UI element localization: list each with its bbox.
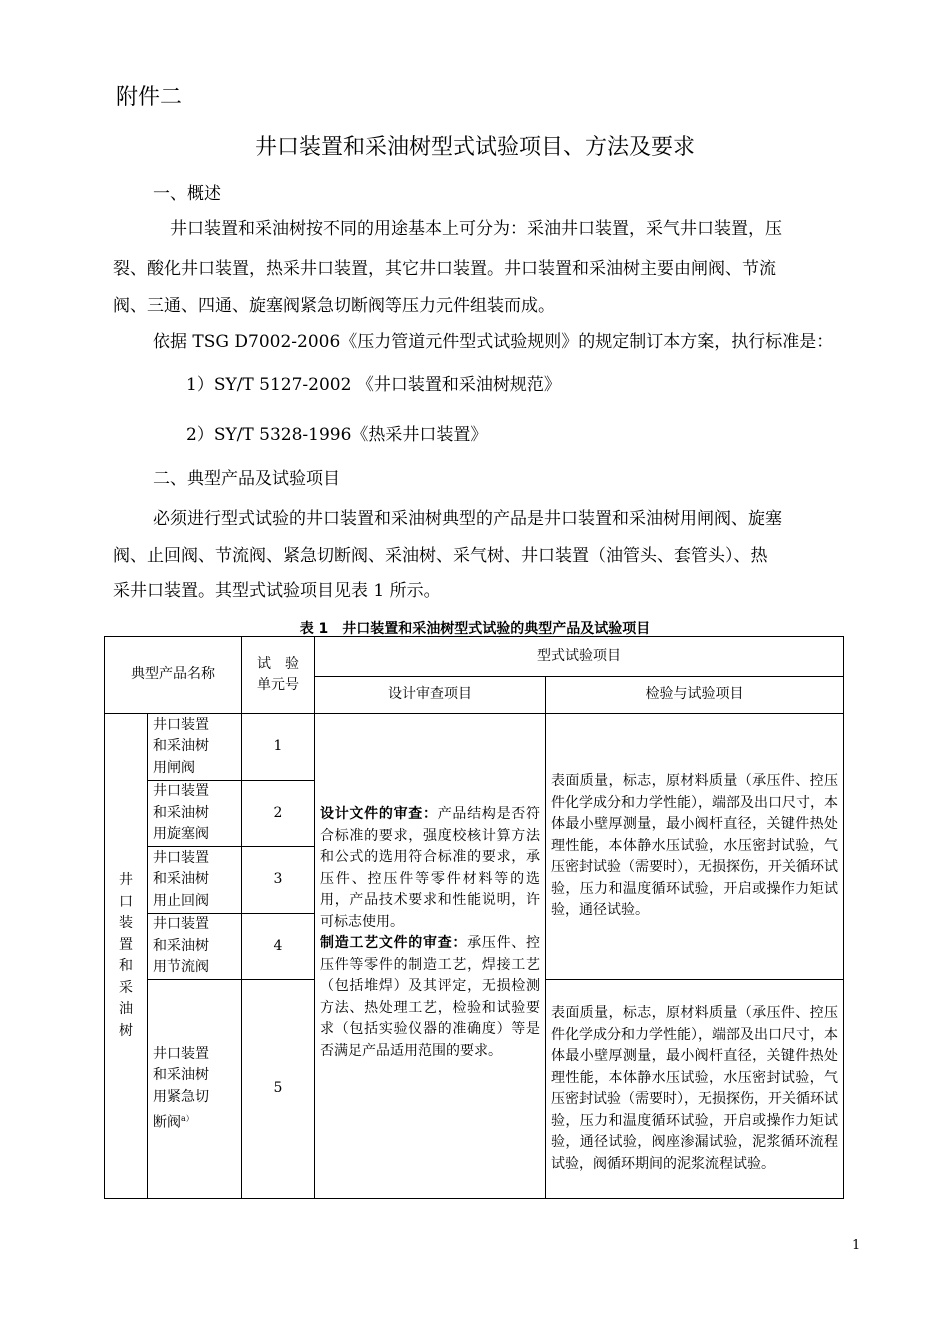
unit-number: 3	[242, 847, 315, 914]
page-number: 1	[852, 1238, 861, 1253]
footnote-marker: a）	[181, 1114, 194, 1124]
group-label	[105, 714, 148, 1199]
section2-para-line1: 必须进行型式试验的井口装置和采油树典型的产品是井口装置和采油树用闸阀、旋塞	[153, 509, 782, 529]
name-line: 井口装置	[153, 716, 209, 733]
unit-number: 4	[242, 914, 315, 980]
product-name-cell	[148, 980, 242, 1199]
name-line: 用止回阀	[153, 892, 209, 909]
name-line: 和采油树	[153, 738, 209, 755]
name-line: 用节流阀	[153, 959, 209, 976]
group-char: 树	[119, 1022, 133, 1039]
product-name-cell	[148, 914, 242, 980]
section1-para1-line3: 阀、三通、四通、旋塞阀紧急切断阀等压力元件组装而成。	[113, 296, 555, 316]
section2-heading: 二、典型产品及试验项目	[153, 469, 340, 489]
section2-para-line2: 阀、止回阀、节流阀、紧急切断阀、采油树、采气树、井口装置（油管头、套管头）、热	[113, 546, 768, 566]
name-line: 用闸阀	[153, 759, 195, 776]
name-line: 井口装置	[153, 783, 209, 800]
name-line: 井口装置	[153, 916, 209, 933]
design-review-label-2: 制造工艺文件的审查：	[320, 935, 468, 951]
header-unit-no-line2: 单元号	[257, 677, 299, 693]
inspection-items-b: 表面质量，标志，原材料质量（承压件、控压件化学成分和力学性能），端部及出口尺寸，本体最小壁厚测量，最小阀杆直径，关键件热处理性能，本体静水压试验，水压密封试验，气压密封试验（需要时），无损探伤，开关循环试验，压力和温度循环试验，开启或操作力矩试验，通径试验，阀座渗漏试验，泥浆循环流程试验，阀循环期间的泥浆流程试验。	[546, 980, 844, 1199]
group-char: 置	[119, 936, 133, 953]
name-line: 断阀	[153, 1114, 181, 1131]
group-char: 油	[119, 1001, 133, 1017]
section1-heading: 一、概述	[153, 184, 221, 204]
unit-number: 2	[242, 781, 315, 847]
name-line: 和采油树	[153, 871, 209, 888]
unit-number: 5	[242, 980, 315, 1199]
design-review-label-1: 设计文件的审查：	[320, 806, 438, 822]
inspection-items-a: 表面质量，标志，原材料质量（承压件、控压件化学成分和力学性能），端部及出口尺寸，本体最小壁厚测量，最小阀杆直径，关键件热处理性能，本体静水压试验，水压密封试验，气压密封试验（需要时），无损探伤，开关循环试验，压力和温度循环试验，开启或操作力矩试验，通径试验。	[546, 714, 844, 980]
name-line: 和采油树	[153, 937, 209, 954]
table-caption: 表 1 井口装置和采油树型式试验的典型产品及试验项目	[299, 621, 651, 637]
design-review-text-2: 承压件、控压件等零件的制造工艺，焊接工艺（包括堆焊）及其评定，无损检测方法、热处理工艺，检验和试验要求（包括实验仪器的准确度）等是否满足产品适用范围的要求。	[320, 935, 541, 1059]
name-line: 和采油树	[153, 804, 209, 821]
document-title: 井口装置和采油树型式试验项目、方法及要求	[254, 135, 695, 160]
section1-para1-line1: 井口装置和采油树按不同的用途基本上可分为：采油井口装置，采气井口装置，压	[170, 219, 782, 239]
group-char: 井	[119, 872, 133, 888]
product-name-cell	[148, 781, 242, 847]
design-review-text-1: 产品结构是否符合标准的要求，强度校核计算方法和公式的选用符合标准的要求，承压件、控压件等零件材料等的选用，产品技术要求和性能说明，许可标志使用。	[320, 806, 541, 930]
group-char: 装	[119, 915, 133, 931]
product-name-cell	[148, 847, 242, 914]
unit-number: 1	[242, 714, 315, 781]
standard-item-2: 2）SY/T 5328-1996《热采井口装置》	[186, 425, 488, 445]
name-line: 用紧急切	[153, 1088, 209, 1105]
name-line: 井口装置	[153, 1045, 209, 1062]
group-char: 采	[119, 979, 133, 996]
test-items-table	[104, 636, 844, 1199]
name-line: 用旋塞阀	[153, 826, 209, 843]
section2-para-line3: 采井口装置。其型式试验项目见表 1 所示。	[113, 581, 441, 601]
header-type-test-items: 型式试验项目	[315, 637, 844, 677]
design-review-cell	[315, 714, 546, 1199]
section1-para1-line2: 裂、酸化井口装置，热采井口装置，其它井口装置。井口装置和采油树主要由闸阀、节流	[113, 259, 776, 279]
group-char: 和	[119, 958, 133, 974]
section1-para2: 依据 TSG D7002-2006《压力管道元件型式试验规则》的规定制订本方案，执行标准是：	[153, 332, 834, 352]
header-unit-no-line1: 试 验	[257, 655, 299, 672]
standard-item-1: 1）SY/T 5127-2002 《井口装置和采油树规范》	[186, 375, 561, 395]
name-line: 井口装置	[153, 849, 209, 866]
header-inspection: 检验与试验项目	[546, 677, 844, 714]
header-design-review: 设计审查项目	[315, 677, 546, 714]
name-line: 和采油树	[153, 1067, 209, 1084]
header-product-name: 典型产品名称	[105, 637, 242, 714]
group-char: 口	[119, 893, 133, 910]
header-unit-no	[242, 637, 315, 714]
annex-label: 附件二	[116, 85, 183, 110]
product-name-cell	[148, 714, 242, 781]
